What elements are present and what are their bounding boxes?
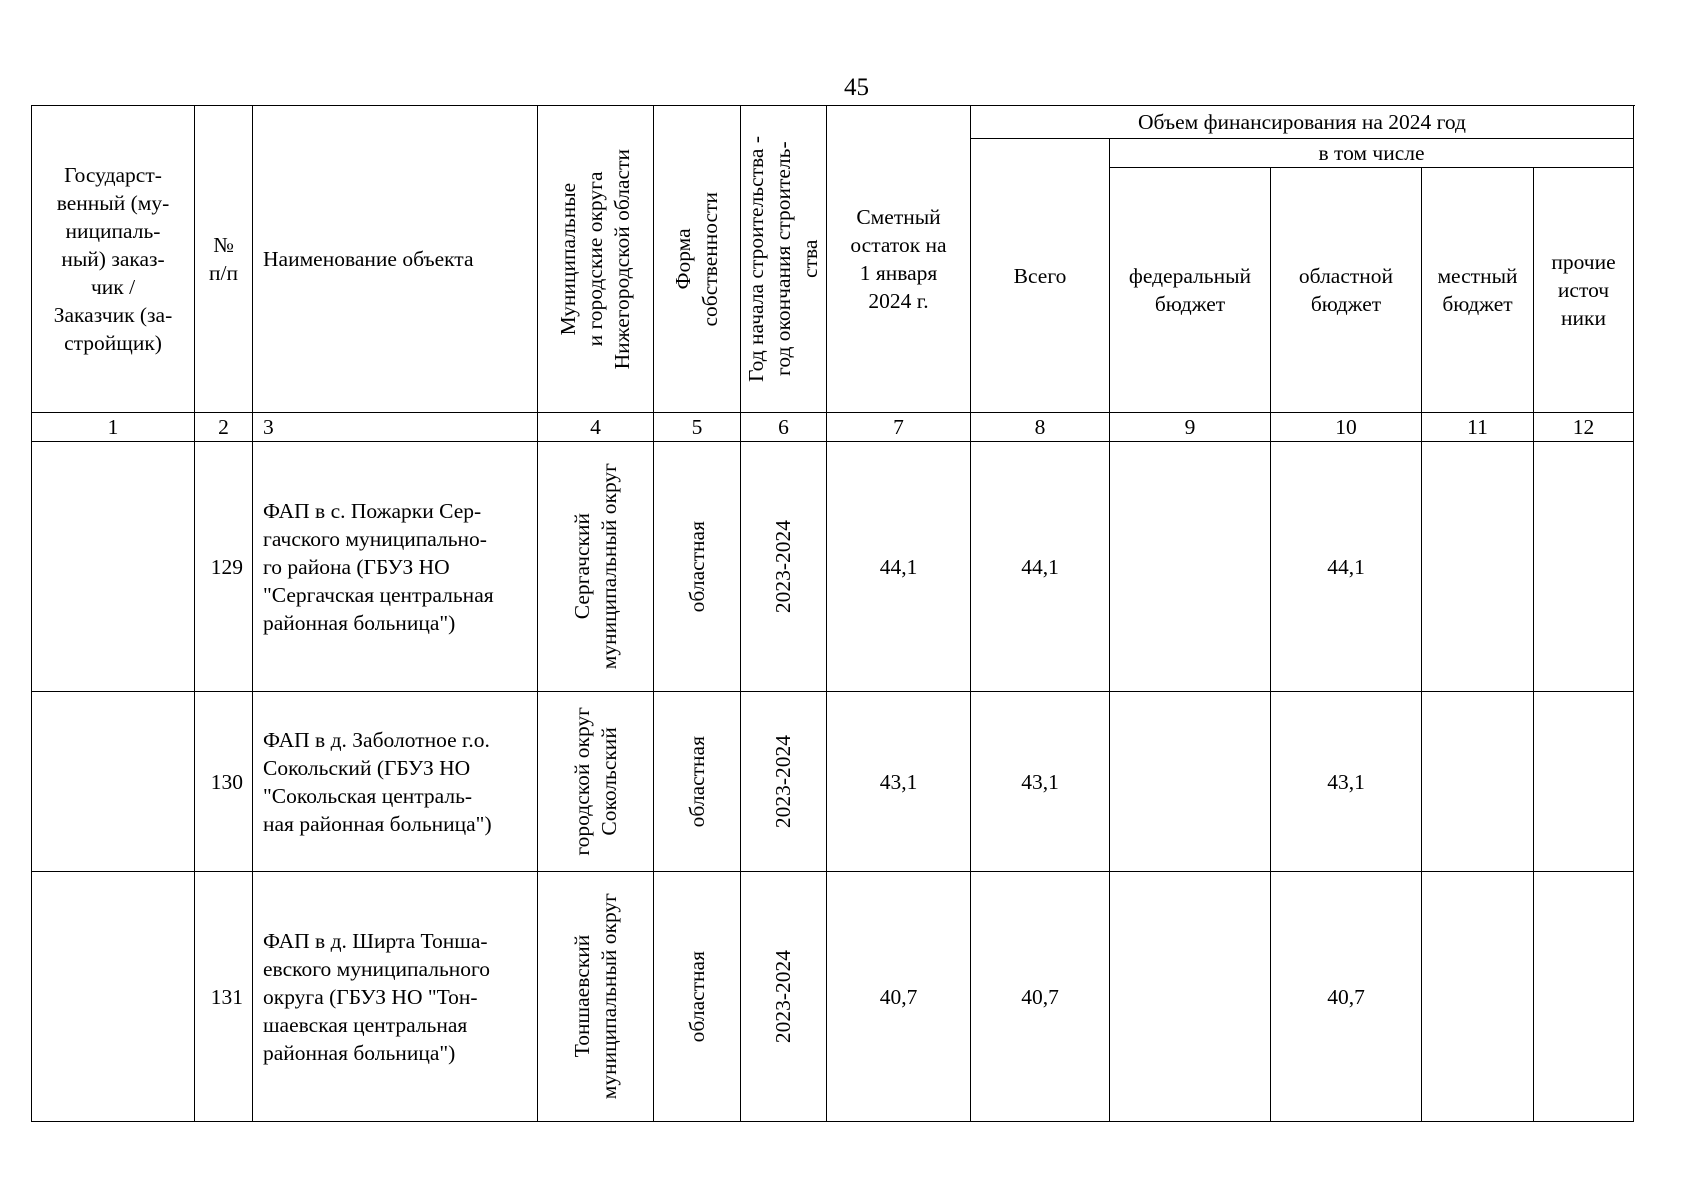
header-ownership-text: Форма собственности: [671, 191, 722, 327]
cell-num: 130: [195, 692, 253, 872]
header-local-text: местный бюджет: [1437, 264, 1518, 316]
object-name-text: ФАП в д. Ширта Тонша- евского муниципального округа (ГБУЗ НО "Тон- шаевская центральная районная больница"): [263, 928, 491, 1065]
cell-num: 131: [195, 872, 253, 1122]
column-number: 2: [195, 413, 253, 442]
column-number: 12: [1534, 413, 1634, 442]
table-row: [32, 692, 1634, 872]
header-regional: [1271, 168, 1422, 413]
header-funding-text: Объем финансирования на 2024 год: [1138, 110, 1466, 134]
header-federal-text: федеральный бюджет: [1128, 264, 1252, 316]
column-number: 5: [654, 413, 741, 442]
column-number: 9: [1110, 413, 1271, 442]
column-number: 3: [253, 413, 538, 442]
header-federal: [1110, 168, 1271, 413]
header-num-text: № п/п: [209, 233, 238, 285]
table-row: [32, 442, 1634, 692]
header-object-name-text: Наименование объекта: [263, 247, 474, 271]
header-ownership: [654, 106, 741, 413]
cell-years: [741, 692, 827, 872]
cell-municipal: [538, 442, 654, 692]
cell-customer: [32, 442, 195, 692]
header-regional-text: областной бюджет: [1298, 264, 1394, 316]
header-including-text: в том числе: [1318, 141, 1425, 165]
cell-other: [1534, 692, 1634, 872]
cell-total: 40,7: [971, 872, 1110, 1122]
header-total: [971, 139, 1110, 413]
cell-municipal: [538, 872, 654, 1122]
cell-total: 43,1: [971, 692, 1110, 872]
cell-regional: 43,1: [1271, 692, 1422, 872]
municipal-text: городской округ Сокольский: [569, 707, 621, 856]
header-municipal-text: Муниципальные и городские округа Нижегородской области: [556, 148, 634, 370]
column-number: 6: [741, 413, 827, 442]
header-other: [1534, 168, 1634, 413]
object-name-text: ФАП в с. Пожарки Сер- гачского муниципально- го района (ГБУЗ НО "Сергачская центральная районная больница"): [263, 498, 494, 635]
years-text: 2023-2024: [771, 734, 795, 829]
cell-ownership: [654, 872, 741, 1122]
cell-balance: 44,1: [827, 442, 971, 692]
cell-local: [1422, 692, 1534, 872]
header-customer-text: Государст- венный (му- ниципаль- ный) заказ- чик / Заказчик (за- стройщик): [53, 163, 173, 355]
ownership-text: областная: [684, 735, 709, 828]
header-years-text: Год начала строительства - год окончания строитель- ства: [744, 136, 822, 382]
cell-years: [741, 872, 827, 1122]
cell-object-name: [253, 692, 538, 872]
cell-federal: [1110, 872, 1271, 1122]
cell-regional: 44,1: [1271, 442, 1422, 692]
cell-regional: 40,7: [1271, 872, 1422, 1122]
cell-local: [1422, 442, 1534, 692]
cell-ownership: [654, 442, 741, 692]
financing-table: [31, 105, 1634, 1122]
column-number: 7: [827, 413, 971, 442]
object-name-text: ФАП в д. Заболотное г.о. Сокольский (ГБУЗ НО "Сокольская централь- ная районная больница"): [263, 727, 492, 836]
cell-total: 44,1: [971, 442, 1110, 692]
column-number: 10: [1271, 413, 1422, 442]
header-num: [195, 106, 253, 413]
cell-balance: 40,7: [827, 872, 971, 1122]
cell-num: 129: [195, 442, 253, 692]
column-number: 4: [538, 413, 654, 442]
cell-municipal: [538, 692, 654, 872]
header-balance-text: Сметный остаток на 1 января 2024 г.: [850, 205, 947, 313]
years-text: 2023-2024: [771, 519, 795, 614]
page-number: 45: [844, 74, 869, 101]
cell-local: [1422, 872, 1534, 1122]
header-years: [741, 106, 827, 413]
ownership-text: областная: [684, 520, 709, 613]
cell-other: [1534, 872, 1634, 1122]
municipal-text: Тоншаевский муниципальный округ: [569, 893, 621, 1100]
column-number: 8: [971, 413, 1110, 442]
cell-ownership: [654, 692, 741, 872]
cell-federal: [1110, 442, 1271, 692]
column-number: 1: [32, 413, 195, 442]
cell-federal: [1110, 692, 1271, 872]
header-object-name: [253, 106, 538, 413]
cell-object-name: [253, 872, 538, 1122]
header-including: [1110, 139, 1634, 168]
years-text: 2023-2024: [771, 949, 795, 1044]
header-balance: [827, 106, 971, 413]
header-municipal: [538, 106, 654, 413]
cell-object-name: [253, 442, 538, 692]
cell-other: [1534, 442, 1634, 692]
column-number: 11: [1422, 413, 1534, 442]
column-number-row: [32, 413, 1634, 442]
cell-balance: 43,1: [827, 692, 971, 872]
cell-years: [741, 442, 827, 692]
header-local: [1422, 168, 1534, 413]
table-row: [32, 872, 1634, 1122]
header-total-text: Всего: [1013, 263, 1067, 288]
municipal-text: Сергачский муниципальный округ: [569, 463, 621, 670]
header-customer: [32, 106, 195, 413]
cell-customer: [32, 872, 195, 1122]
header-funding: [971, 106, 1634, 139]
header-other-text: прочие источ ники: [1551, 250, 1616, 330]
cell-customer: [32, 692, 195, 872]
ownership-text: областная: [684, 950, 709, 1043]
